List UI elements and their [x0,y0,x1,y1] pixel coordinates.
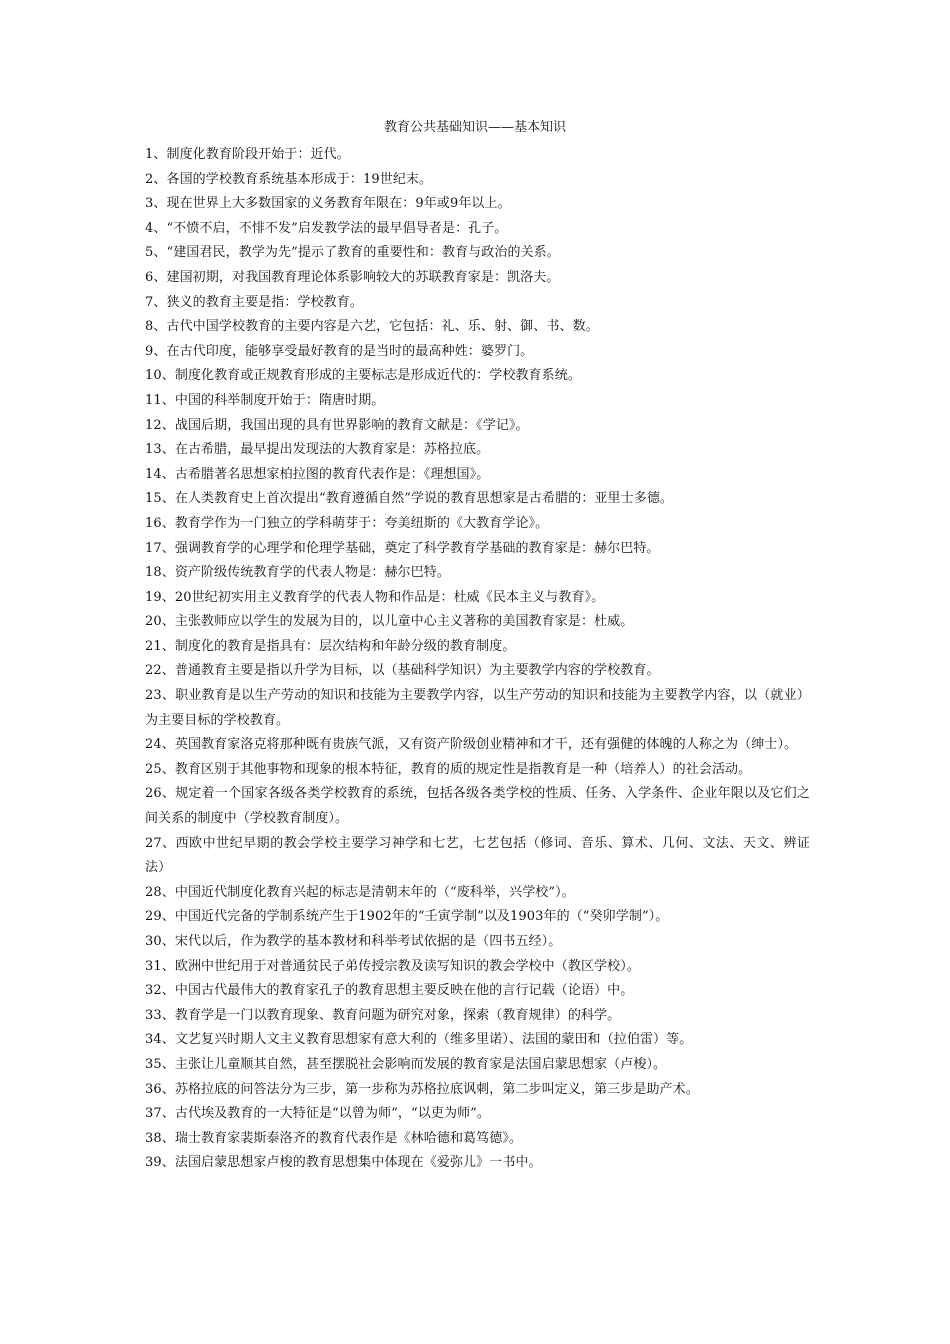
list-item: 38、瑞士教育家裴斯泰洛齐的教育代表作是《林哈德和葛笃德》。 [145,1130,523,1146]
list-item: 1、制度化教育阶段开始于：近代。 [145,147,350,162]
list-item: 9、在古代印度，能够享受最好教育的是当时的最高种姓：婆罗门。 [145,343,534,359]
list-item: 8、古代中国学校教育的主要内容是六艺，它包括：礼、乐、射、御、书、数。 [145,319,599,335]
list-item: 36、苏格拉底的问答法分为三步，第一步称为苏格拉底讽刺，第二步叫定义，第三步是助产术。 [145,1081,699,1097]
list-item: 16、教育学作为一门独立的学科萌芽于：夸美纽斯的《大教育学论》。 [145,515,549,531]
list-item: 23、职业教育是以生产劳动的知识和技能为主要教学内容，以生产劳动的知识和技能为主要教学内容，以（就业）为主要目标的学校教育。 [145,688,810,728]
list-item: 33、教育学是一门以教育现象、教育问题为研究对象，探索（教育规律）的科学。 [145,1007,621,1023]
document-title: 教育公共基础知识——基本知识 [383,120,566,135]
list-item: 11、中国的科举制度开始于：隋唐时期。 [145,392,385,408]
list-item: 20、主张教师应以学生的发展为目的，以儿童中心主义著称的美国教育家是：杜威。 [145,614,634,630]
list-item: 27、西欧中世纪早期的教会学校主要学习神学和七艺，七艺包括（修词、音乐、算术、几何、文法、天文、辨证法） [145,835,810,876]
list-item: 10、制度化教育或正规教育形成的主要标志是形成近代的：学校教育系统。 [145,368,581,384]
list-item: 15、在人类教育史上首次提出“教育遵循自然”学说的教育思想家是古希腊的：亚里士多德。 [145,491,674,507]
list-item: 21、制度化的教育是指具有：层次结构和年龄分级的教育制度。 [145,638,516,654]
list-item: 28、中国近代制度化教育兴起的标志是清朝末年的（“废科举，兴学校”）。 [145,884,575,900]
list-item: 34、文艺复兴时期人文主义教育思想家有意大利的（维多里诺）、法国的蒙田和（拉伯雷）等。 [145,1032,693,1048]
list-item: 30、宋代以后，作为教学的基本教材和科举考试依据的是（四书五经）。 [145,934,562,949]
list-item: 24、英国教育家洛克将那种既有贵族气派，又有资产阶级创业精神和才干，还有强健的体魄的人称之为（绅士）。 [145,737,798,753]
list-item: 35、主张让儿童顺其自然，甚至摆脱社会影响而发展的教育家是法国启蒙思想家（卢梭）。 [145,1056,667,1072]
list-item: 19、20世纪初实用主义教育学的代表人物和作品是：杜威《民本主义与教育》。 [145,589,605,605]
list-item: 31、欧洲中世纪用于对普通贫民子弟传授宗教及读写知识的教会学校中（教区学校）。 [145,958,640,974]
list-item: 39、法国启蒙思想家卢梭的教育思想集中体现在《爱弥儿》一书中。 [145,1155,542,1171]
list-item: 18、资产阶级传统教育学的代表人物是：赫尔巴特。 [145,565,450,581]
list-item: 17、强调教育学的心理学和伦理学基础，奠定了科学教育学基础的教育家是：赫尔巴特。 [145,540,660,556]
knowledge-list [145,143,810,1176]
list-item: 32、中国古代最伟大的教育家孔子的教育思想主要反映在他的言行记载（论语）中。 [145,983,634,999]
list-item: 13、在古希腊，最早提出发现法的大教育家是：苏格拉底。 [145,442,490,458]
list-item: 4、“不愤不启，不悱不发”启发教学法的最早倡导者是：孔子。 [145,220,508,236]
list-item: 2、各国的学校教育系统基本形成于：19世纪末。 [145,171,433,187]
list-item: 5、“建国君民，教学为先”提示了教育的重要性和：教育与政治的关系。 [145,245,560,261]
list-item: 14、古希腊著名思想家柏拉图的教育代表作是：《理想国》。 [145,466,490,482]
list-item: 6、建国初期，对我国教育理论体系影响较大的苏联教育家是：凯洛夫。 [145,269,560,285]
list-item: 3、现在世界上大多数国家的义务教育年限在：9年或9年以上。 [145,196,511,212]
list-item: 7、狭义的教育主要是指：学校教育。 [145,294,363,310]
list-item: 25、教育区别于其他事物和现象的根本特征，教育的质的规定性是指教育是一种（培养人）的社会活动。 [145,761,752,777]
list-item: 37、古代埃及教育的一大特征是“以曾为师”，“以吏为师”。 [145,1106,491,1122]
list-item: 22、普通教育主要是指以升学为目标，以（基础科学知识）为主要教学内容的学校教育。 [145,663,660,679]
list-item: 12、战国后期，我国出现的具有世界影响的教育文献是：《学记》。 [145,417,529,433]
list-item: 26、规定着一个国家各级各类学校教育的系统，包括各级各类学校的性质、任务、入学条件、企业年限以及它们之间关系的制度中（学校教育制度）。 [145,786,810,827]
list-item: 29、中国近代完备的学制系统产生于1902年的“壬寅学制”以及1903年的（“癸卯学制”）。 [145,909,669,925]
